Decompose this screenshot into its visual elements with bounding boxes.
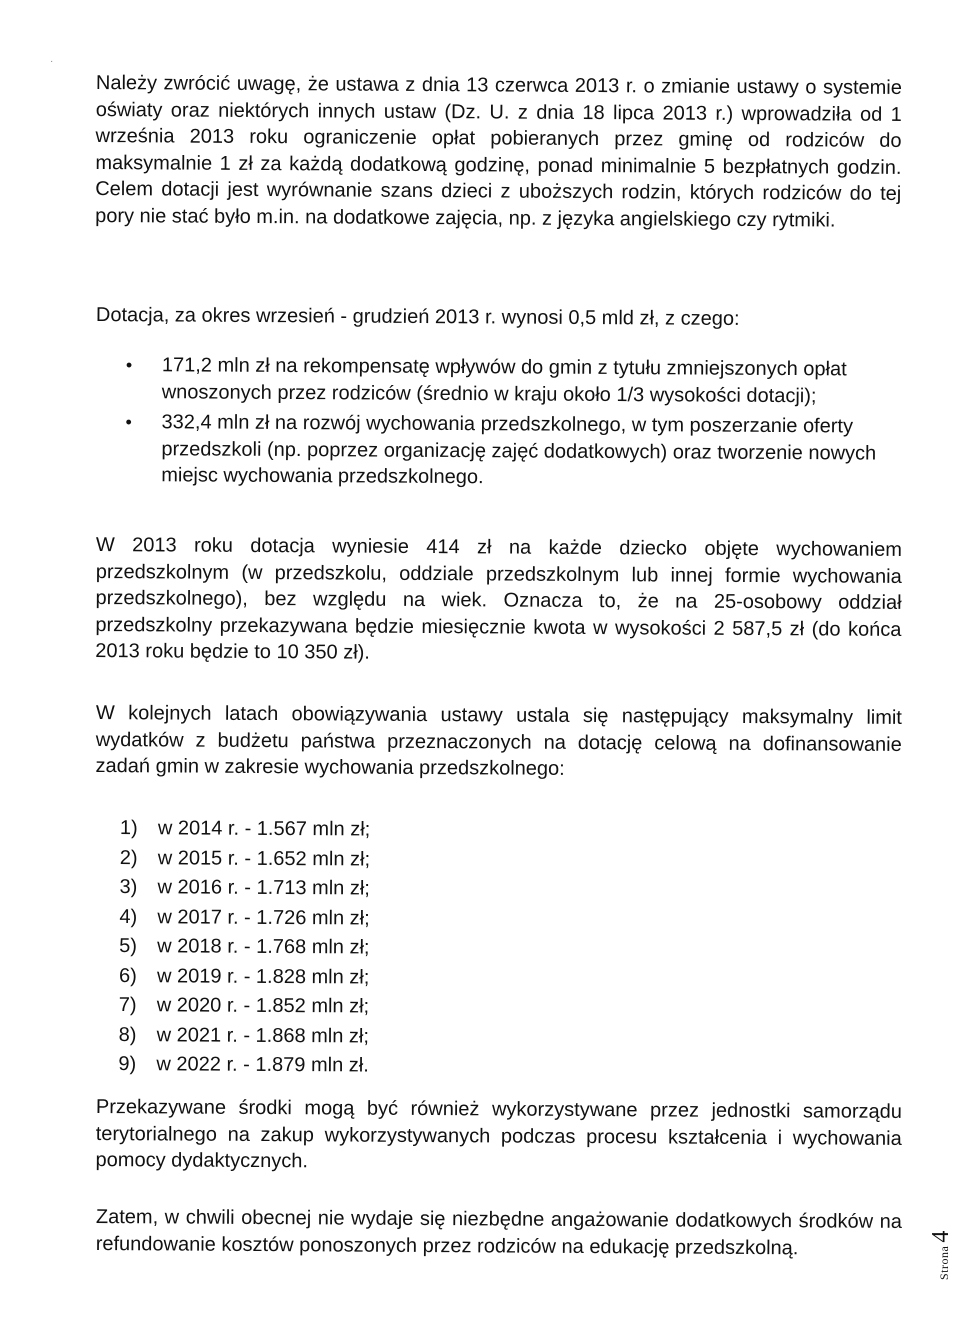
list-item <box>119 873 370 904</box>
bullet-item: • 171,2 mln zł na rekompensatę wpływów do gmin z tytułu zmniejszonych opłat wnoszonych przez rodziców (średnio w kraju około 1/3 wysokości dotacji); <box>126 352 904 410</box>
page-footer <box>928 1231 955 1280</box>
bullet-item: • 332,4 mln zł na rozwój wychowania przedszkolnego, w tym poszerzanie oferty przedszkoli (np. poprzez organizację zajęć dodatkowych) oraz tworzenie nowych miejsc wychowania przedszkolnego. <box>125 409 903 493</box>
list-number: 1) <box>119 816 138 840</box>
list-number: 5) <box>119 934 138 958</box>
list-number: 4) <box>119 905 138 928</box>
list-item <box>119 991 370 1022</box>
list-number: 2) <box>119 846 138 869</box>
paragraph-conclusion: Zatem, w chwili obecnej nie wydaje się niezbędne angażowanie dodatkowych środków na refundowanie kosztów ponoszonych przez rodziców na edukację przedszkolną. <box>95 1206 902 1259</box>
bullet-list <box>125 352 904 497</box>
paragraph-2013: W 2013 roku dotacja wyniesie 414 zł na każde dziecko objęte wychowaniem przedszkolnym (w przedszkolu, oddziale przedszkolnym lub innej formie wychowania przedszkolnego), bez względu na wiek. Oznacza to, że na 25-osobowy oddział przedszkolny przekazywana będzie miesięcznie kwota w wysokości 2 587,5 zł (do końca 2013 roku będzie to 10 350 zł). <box>95 533 902 664</box>
list-text: w 2022 r. - 1.879 mln zł. <box>156 1053 369 1077</box>
list-item <box>119 1020 370 1051</box>
list-text: w 2019 r. - 1.828 mln zł; <box>156 964 370 989</box>
list-text: w 2015 r. - 1.652 mln zł; <box>157 846 371 871</box>
list-number: 6) <box>118 964 137 987</box>
list-number: 7) <box>118 993 137 1017</box>
paragraph-dotacja: Dotacja, za okres wrzesień - grudzień 2013 r. wynosi 0,5 mld zł, z czego: <box>95 303 740 330</box>
list-number: 3) <box>119 875 138 899</box>
paragraph-srodki: Przekazywane środki mogą być również wykorzystywane przez jednostki samorządu terytorialnego na zakup wykorzystywanych podczas procesu kształcenia i wychowania pomocy dydaktycznych. <box>95 1096 902 1173</box>
paragraph-limits: W kolejnych latach obowiązywania ustawy ustala się następujący maksymalny limit wydatków z budżetu państwa przeznaczonych na dotację celową na dofinansowanie zadań gmin w zakresie wychowania przedszkolnego: <box>95 701 902 780</box>
page-label: Strona <box>937 1245 951 1280</box>
list-text: w 2016 r. - 1.713 mln zł; <box>157 876 370 900</box>
list-text: w 2017 r. - 1.726 mln zł; <box>157 905 370 930</box>
scan-speck: · <box>50 56 54 67</box>
page-number: 4 <box>928 1230 954 1243</box>
list-item <box>118 1050 369 1081</box>
list-number: 8) <box>118 1023 137 1046</box>
paragraph-intro: Należy zwrócić uwagę, że ustawa z dnia 13 czerwca 2013 r. o zmianie ustawy o systemie oświaty oraz niektórych innych ustaw (Dz. U. z dnia 18 lipca 2013 r.) wprowadziła od 1 września 2013 roku ograniczenie opłat pobieranych przez gminę od rodziców do maksymalnie 1 zł za każdą dodatkową godzinę, ponad minimalnie 5 bezpłatnych godzin. Celem dotacji jest wyrównanie szans dzieci z uboższych rodzin, których rodziców do tej pory nie stać było m.in. na dodatkowe zajęcia, np. z języka angielskiego czy rytmiki. <box>95 71 902 232</box>
list-item <box>119 932 370 963</box>
list-item <box>119 961 370 992</box>
limits-list <box>118 814 370 1081</box>
list-item <box>119 902 370 933</box>
list-item <box>120 843 371 874</box>
list-item <box>120 814 371 845</box>
list-text: w 2021 r. - 1.868 mln zł; <box>156 1023 370 1048</box>
list-number: 9) <box>118 1052 137 1076</box>
list-text: w 2020 r. - 1.852 mln zł; <box>156 994 370 1018</box>
list-text: w 2018 r. - 1.768 mln zł; <box>157 935 370 959</box>
list-text: w 2014 r. - 1.567 mln zł; <box>157 817 371 841</box>
